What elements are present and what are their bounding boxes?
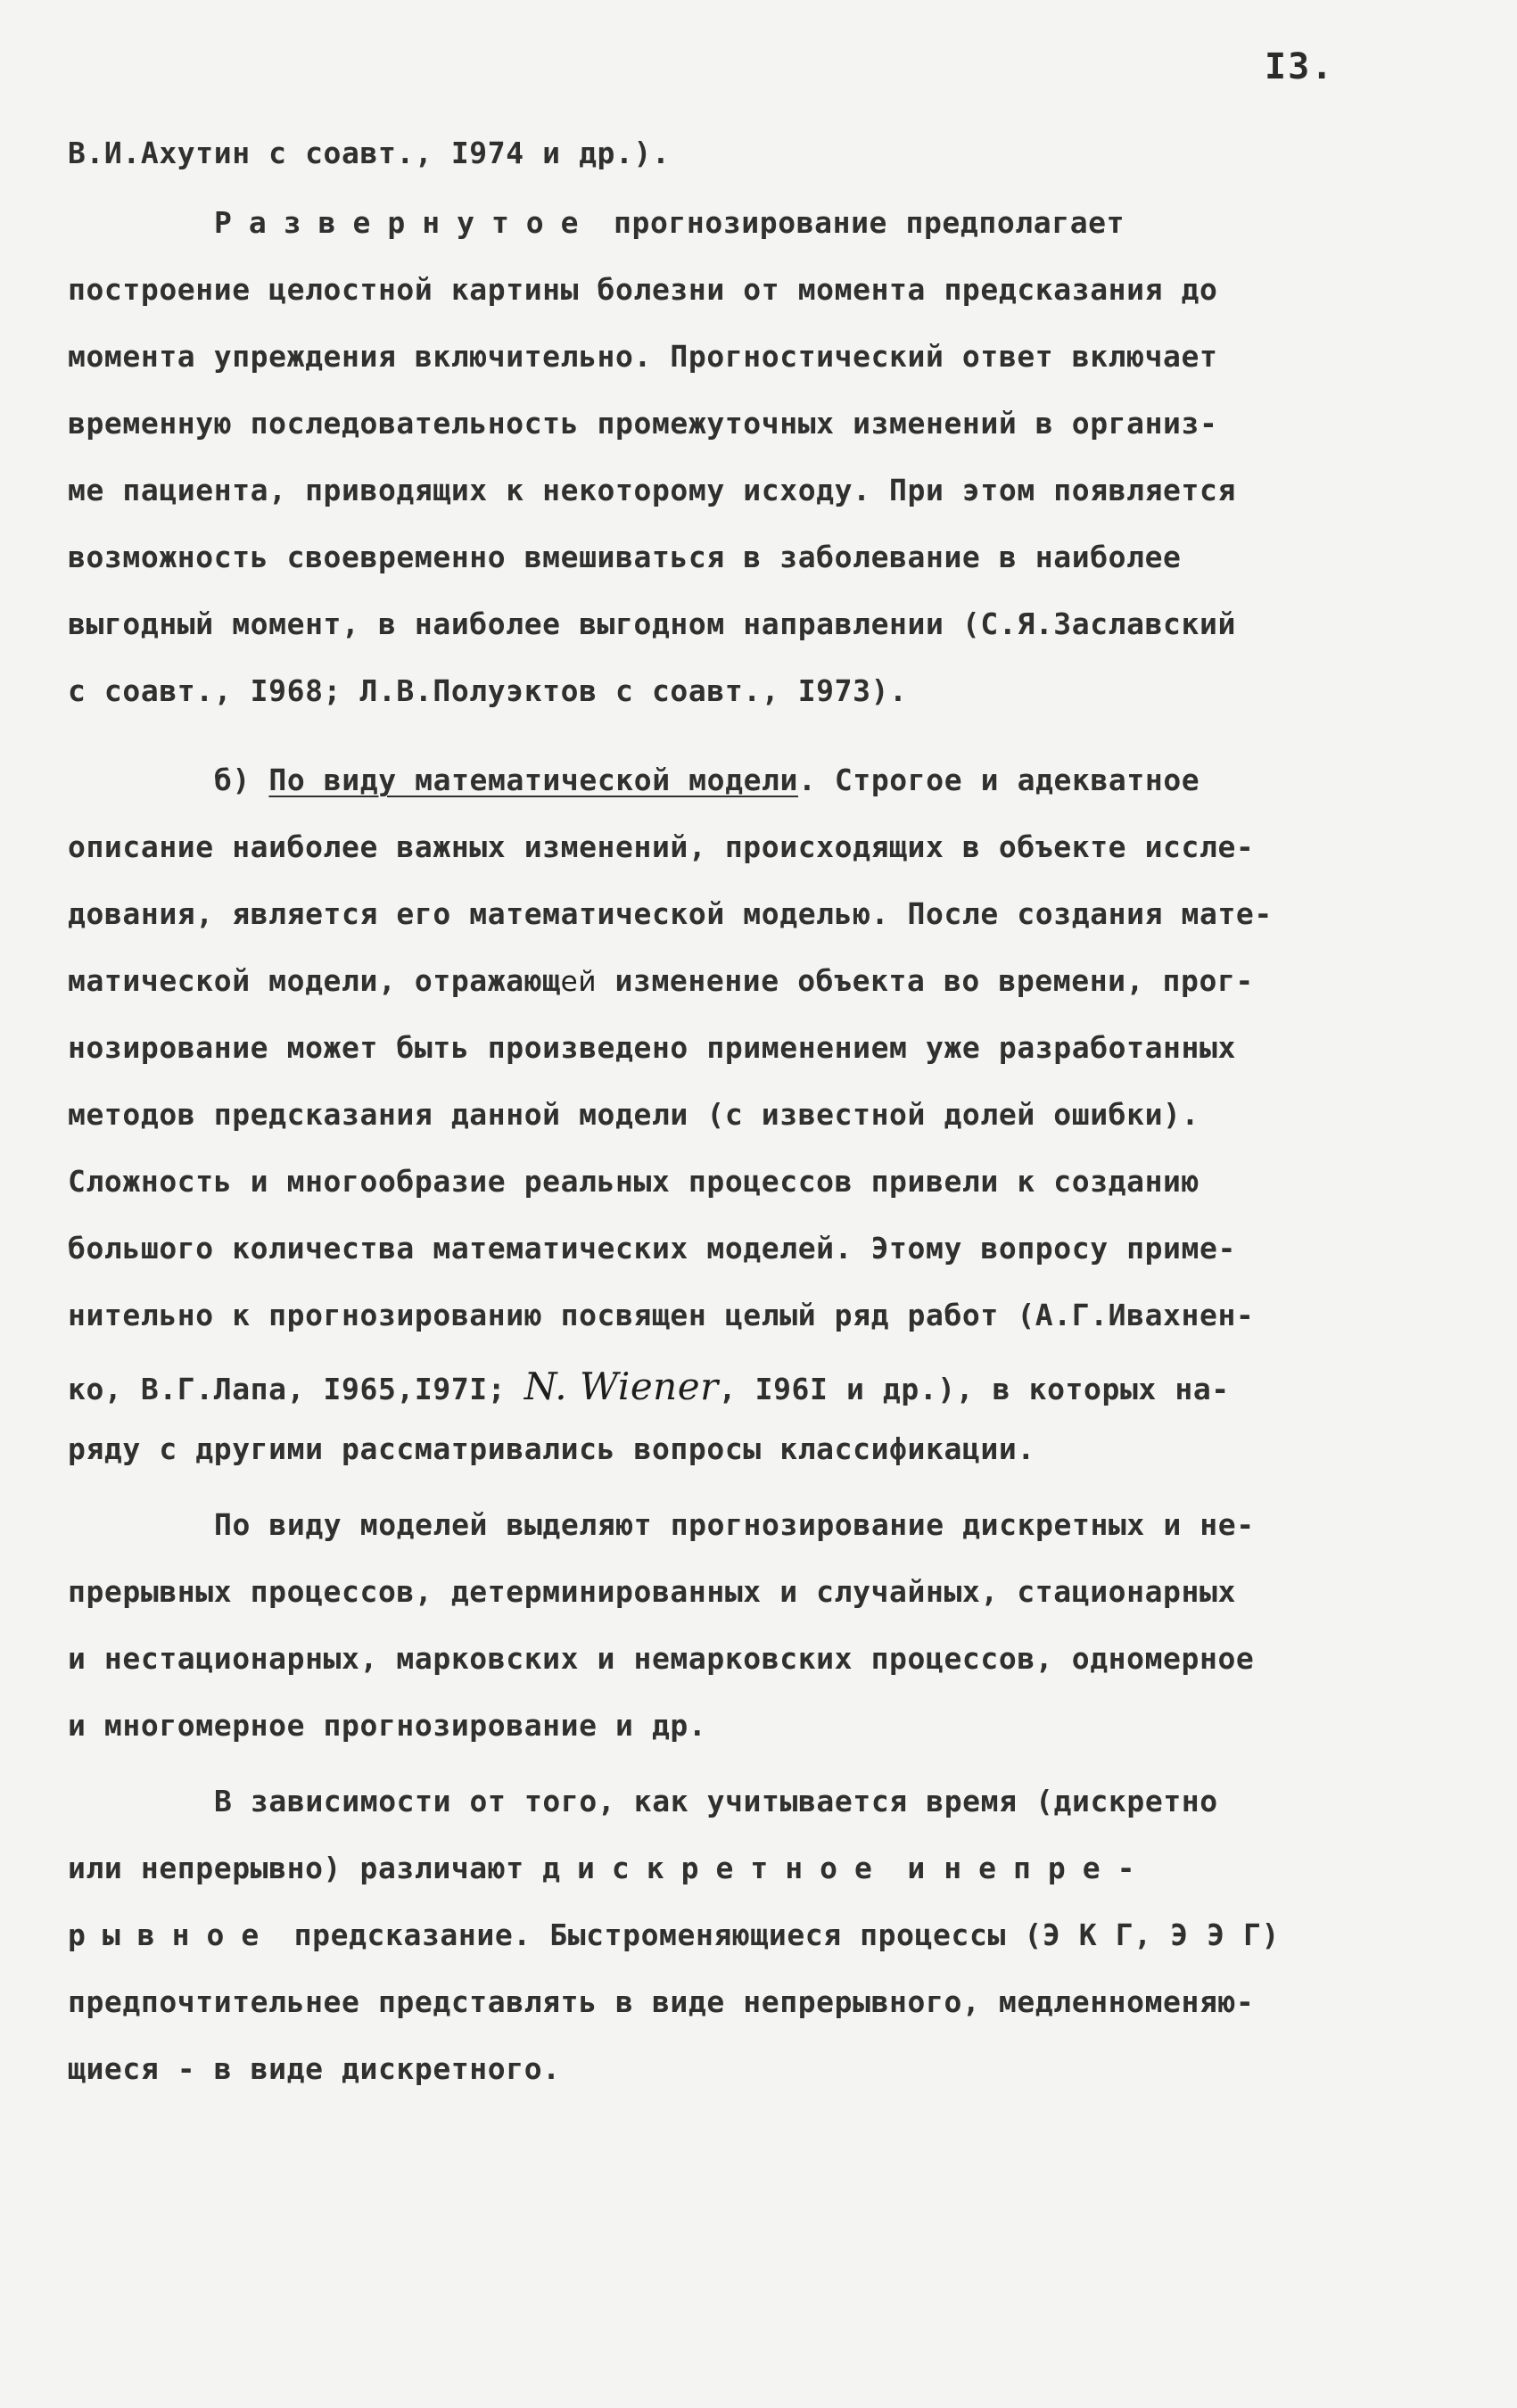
text-line bbox=[68, 1851, 1151, 1885]
spaced-term: Развернутое bbox=[214, 205, 596, 240]
handwritten-author: N. Wiener bbox=[524, 1365, 719, 1408]
section-heading: По виду математической модели bbox=[268, 763, 798, 797]
text-line: возможность своевременно вмешиваться в заболевание в наиболее bbox=[68, 540, 1182, 574]
text-line: В зависимости от того, как учитывается время (дискретно bbox=[214, 1784, 1218, 1818]
text-line: методов предсказания данной модели (с известной долей ошибки). bbox=[68, 1097, 1200, 1132]
text-line bbox=[214, 763, 1200, 797]
text-line: щиеся - в виде дискретного. bbox=[68, 2051, 561, 2086]
spaced-term: рывное bbox=[68, 1917, 276, 1952]
text-line: Сложность и многообразие реальных процессов привели к созданию bbox=[68, 1164, 1200, 1199]
text-line: описание наиболее важных изменений, происходящих в объекте иссле- bbox=[68, 829, 1255, 864]
text-line: момента упреждения включительно. Прогностический ответ включает bbox=[68, 339, 1218, 374]
text-line: и многомерное прогнозирование и др. bbox=[68, 1708, 707, 1743]
text-line bbox=[214, 205, 1125, 240]
page-number: I3. bbox=[1265, 46, 1335, 87]
text-line: временную последовательность промежуточных изменений в организ- bbox=[68, 406, 1218, 441]
text-line bbox=[68, 1365, 1230, 1408]
text-fragment: прогнозирование предполагает bbox=[595, 205, 1125, 240]
spaced-term: дискретное bbox=[542, 1851, 889, 1885]
text-line: нозирование может быть произведено применением уже разработанных bbox=[68, 1030, 1236, 1065]
text-line: ме пациента, приводящих к некоторому исходу. При этом появляется bbox=[68, 473, 1236, 507]
text-fragment: изменение объекта во времени, прог- bbox=[597, 963, 1254, 998]
text-line: По виду моделей выделяют прогнозирование дискретных и не- bbox=[214, 1507, 1255, 1542]
text-line: построение целостной картины болезни от момента предсказания до bbox=[68, 272, 1218, 307]
text-fragment: . Строгое и адекватное bbox=[797, 763, 1200, 797]
text-line bbox=[68, 963, 1254, 998]
text-line: предпочтительнее представлять в виде непрерывного, медленноменяю- bbox=[68, 1984, 1255, 2019]
text-line: прерывных процессов, детерминированных и случайных, стационарных bbox=[68, 1574, 1236, 1609]
text-line: нительно к прогнозированию посвящен целый ряд работ (А.Г.Ивахнен- bbox=[68, 1298, 1255, 1332]
handwritten-correction: ей bbox=[560, 966, 598, 998]
text-fragment: или непрерывно) различают bbox=[68, 1851, 543, 1885]
text-fragment: и bbox=[888, 1851, 944, 1885]
text-line: и нестационарных, марковских и немарковских процессов, одномерное bbox=[68, 1641, 1255, 1676]
text-line: выгодный момент, в наиболее выгодном направлении (С.Я.Заславский bbox=[68, 606, 1236, 641]
text-fragment: предсказание. Быстроменяющиеся процессы (Э К Г, Э Э Г) bbox=[276, 1917, 1280, 1952]
text-line: дования, является его математической моделью. После создания мате- bbox=[68, 896, 1273, 931]
text-fragment: ко, В.Г.Лапа, I965,I97I; bbox=[68, 1372, 524, 1406]
text-line: с соавт., I968; Л.В.Полуэктов с соавт., I973). bbox=[68, 673, 908, 708]
text-line: ряду с другими рассматривались вопросы классификации. bbox=[68, 1431, 1035, 1466]
spaced-term: непре- bbox=[944, 1851, 1152, 1885]
text-fragment: б) bbox=[214, 763, 269, 797]
text-fragment: , I96I и др.), в которых на- bbox=[718, 1372, 1230, 1406]
text-line: большого количества математических моделей. Этому вопросу приме- bbox=[68, 1231, 1236, 1266]
text-fragment: матической модели, отражающ bbox=[68, 963, 561, 998]
text-line bbox=[68, 1917, 1280, 1952]
text-line: В.И.Ахутин с соавт., I974 и др.). bbox=[68, 136, 671, 170]
